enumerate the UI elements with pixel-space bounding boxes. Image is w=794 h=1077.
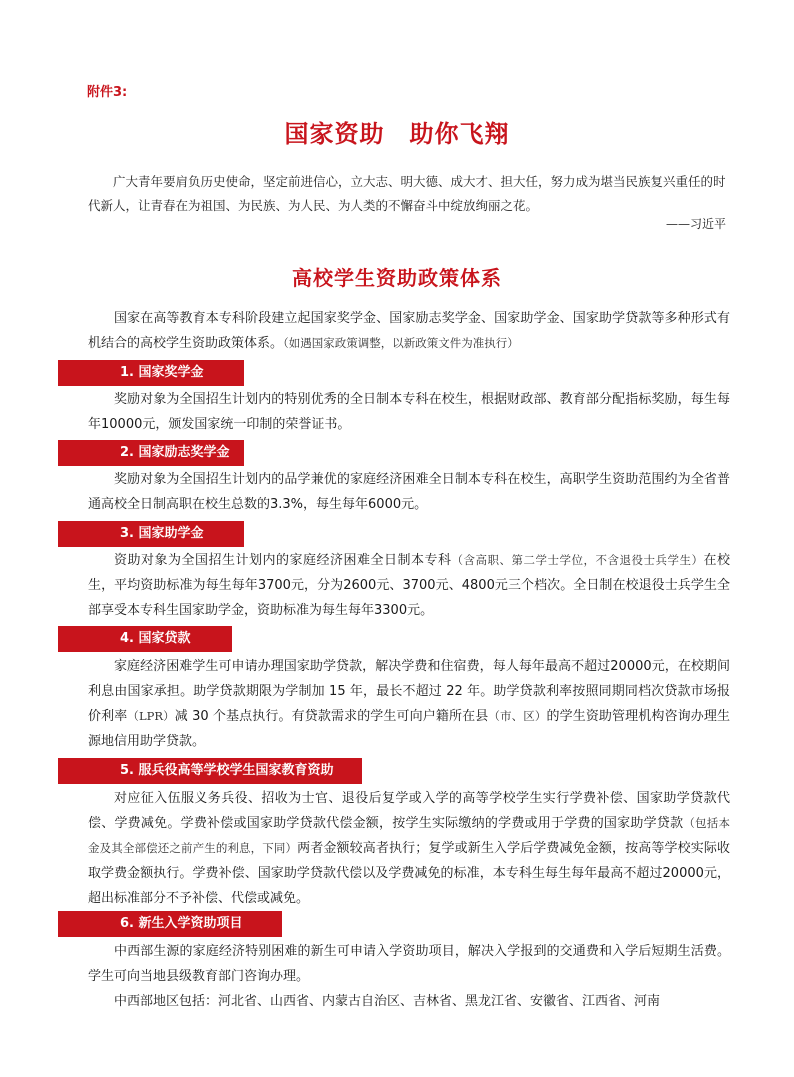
loan-note-region: （市、区） [488, 709, 547, 723]
grant-note: （含高职、第二学士学位，不含退役士兵学生） [451, 553, 704, 567]
loan-text-b: 减 30 个基点执行。有贷款需求的学生可向户籍所在县 [174, 709, 489, 724]
grant-text-a: 资助对象为全国招生计划内的家庭经济困难全日制本专科 [114, 553, 452, 568]
intro-note: （如遇国家政策调整，以新政策文件为准执行） [283, 336, 519, 350]
military-text-a: 对应征入伍服义务兵役、招收为士官、退役后复学或入学的高等学校学生实行学费补偿、国家助学贷款代偿、学费减免。学费补偿或国家助学贷款代偿金额，按学生实际缴纳的学费或用于学费的国家助学贷款 [88, 791, 730, 831]
section-body-national-loan [88, 654, 730, 754]
section-body-national-grant [88, 548, 730, 623]
intro-paragraph [88, 306, 730, 356]
grant-text-b: 在校生，平均资助标准为每生每年3700元，分为2600元、3700元、4800元三个档次。全日制在校退役士兵学生全部享受本专科生国家助学金，资助标准为每生每年3300元。 [88, 553, 730, 618]
quote-text: 广大青年要肩负历史使命，坚定前进信心，立大志、明大德、成大才、担大任，努力成为堪当民族复兴重任的时代新人，让青春在为祖国、为民族、为人民、为人类的不懈奋斗中绽放绚丽之花。 [88, 174, 726, 213]
loan-text-a: 家庭经济困难学生可申请办理国家助学贷款，解决学费和住宿费，每人每年最高不超过20000元，在校期间利息由国家承担。助学贷款期限为学制加 15 年，最长不超过 22 年。助学贷款利率按照同期同档次贷款市场报价利率 [88, 659, 730, 724]
section-body-freshman-aid: 中西部生源的家庭经济特别困难的新生可申请入学资助项目，解决入学报到的交通费和入学后短期生活费。学生可向当地县级教育部门咨询办理。 [88, 944, 730, 984]
section-body-national-scholarship: 奖励对象为全国招生计划内的特别优秀的全日制本专科在校生，根据财政部、教育部分配指标奖励，每生每年10000元，颁发国家统一印制的荣誉证书。 [88, 392, 730, 432]
section-heading: 高校学生资助政策体系 [292, 266, 502, 290]
loan-note-lpr: （LPR） [127, 709, 175, 723]
section-bar-national-loan: 4. 国家贷款 [58, 626, 232, 652]
section-bar-inspirational-scholarship: 2. 国家励志奖学金 [58, 440, 244, 466]
attachment-label: 附件3: [87, 85, 128, 100]
section-bar-national-scholarship: 1. 国家奖学金 [58, 360, 244, 386]
quote-author: ——习近平 [665, 217, 726, 231]
military-text-b: 两者金额较高者执行；复学或新生入学后学费减免金额，按高等学校实际收取学费金额执行。学费补偿、国家助学贷款代偿以及学费减免的标准，本专科生每生每年最高不超过20000元，超出标准部分不予补偿、代偿或减免。 [88, 841, 730, 906]
section-bar-military-aid: 5. 服兵役高等学校学生国家教育资助 [58, 758, 362, 784]
loan-text-c: 的学生资助管理机构咨询办理生源地信用助学贷款。 [88, 709, 730, 749]
section-body-military-aid [88, 786, 730, 911]
section-body-freshman-regions: 中西部地区包括：河北省、山西省、内蒙古自治区、吉林省、黑龙江省、安徽省、江西省、河南 [114, 994, 661, 1009]
intro-text: 国家在高等教育本专科阶段建立起国家奖学金、国家励志奖学金、国家助学金、国家助学贷款等多种形式有机结合的高校学生资助政策体系。 [88, 311, 730, 351]
section-bar-national-grant: 3. 国家助学金 [58, 521, 244, 547]
section-body-inspirational-scholarship: 奖励对象为全国招生计划内的品学兼优的家庭经济困难全日制本专科在校生，高职学生资助范围约为全省普通高校全日制高职在校生总数的3.3%，每生每年6000元。 [88, 472, 730, 512]
page-title: 国家资助 助你飞翔 [284, 119, 510, 148]
section-bar-freshman-aid: 6. 新生入学资助项目 [58, 911, 282, 937]
military-note: （包括本金及其全部偿还之前产生的利息，下同） [88, 816, 730, 855]
